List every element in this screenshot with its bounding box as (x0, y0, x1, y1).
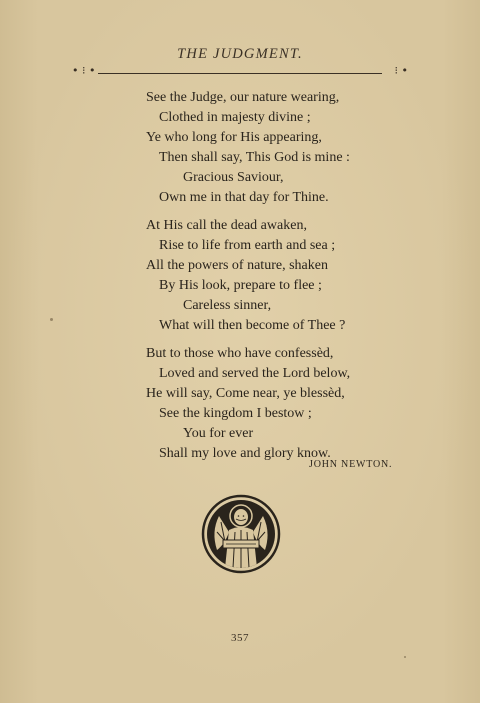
poem-line: Own me in that day for Thine. (159, 190, 329, 205)
poem-line: Rise to life from earth and sea ; (159, 238, 336, 253)
header-rule (72, 66, 408, 80)
poem-line: See the Judge, our nature wearing, (146, 90, 340, 105)
poem-line: Then shall say, This God is mine : (159, 150, 350, 165)
poem-line: You for ever (183, 426, 254, 441)
poem-line: At His call the dead awaken, (146, 218, 307, 233)
poem-line: See the kingdom I bestow ; (159, 406, 312, 421)
poem-line: Ye who long for His appearing, (146, 130, 322, 145)
left-ornament: • ⁝ • (72, 64, 96, 77)
page-title: THE JUDGMENT. (177, 46, 303, 62)
page-number: 357 (231, 632, 249, 644)
right-ornament: ⁝ • (394, 64, 408, 77)
poem-line: But to those who have confessèd, (146, 346, 334, 361)
poem-line: All the powers of nature, shaken (146, 258, 328, 273)
paper-speck (50, 318, 53, 321)
poem-line: He will say, Come near, ye blessèd, (146, 386, 345, 401)
poem-line: Gracious Saviour, (183, 170, 284, 185)
poem-line: Loved and served the Lord below, (159, 366, 351, 381)
attribution: JOHN NEWTON. (309, 459, 393, 470)
poem-line: Clothed in majesty divine ; (159, 110, 311, 125)
paper-speck (404, 656, 406, 658)
angel-emblem-icon (199, 492, 283, 576)
poem-line: Careless sinner, (183, 298, 272, 313)
poem-line: What will then become of Thee ? (159, 318, 346, 333)
poem-line: By His look, prepare to flee ; (159, 278, 322, 293)
rule-line (98, 73, 382, 74)
poem-line: Shall my love and glory know. (159, 446, 331, 461)
